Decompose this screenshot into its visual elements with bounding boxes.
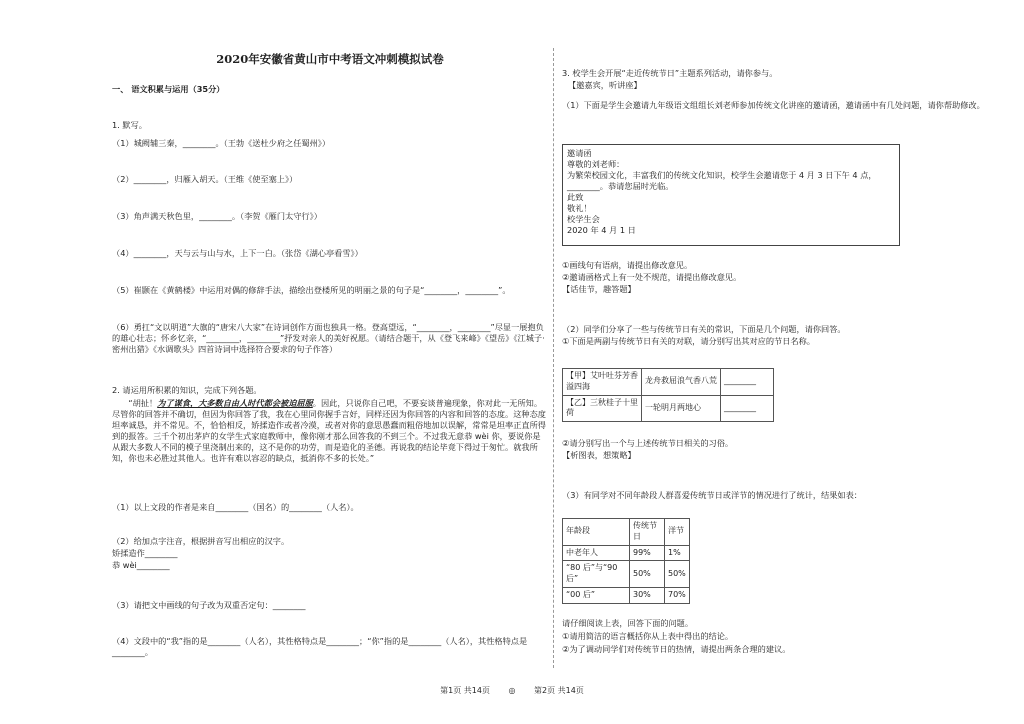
- section1-heading: 一、 语文积累与运用（35分）: [112, 84, 225, 94]
- letter-date: 2020 年 4 月 1 日: [567, 225, 636, 236]
- letter-greeting: 尊敬的刘老师：: [567, 159, 625, 170]
- letter-title: 邀请函: [567, 148, 592, 158]
- q2-sub-2b: 恭 wèi________: [112, 560, 170, 570]
- q1-item-5: （5）崔颢在《黄鹤楼》中运用对偶的修辞手法，描绘出登楼所见的明丽之景的句子是“________，________”。: [112, 285, 511, 295]
- tag-invite: 【邀嘉宾，听讲座】: [568, 80, 642, 90]
- cell-age: “00 后”: [563, 587, 630, 603]
- q2-sub-4: （4）文段中的“我”指的是________（人名），其性格特点是________；“你”指的是________（人名），其性格特点是________。: [112, 636, 528, 658]
- q3-1-task-1: ①画线句有语病，请提出修改意见。: [562, 260, 693, 270]
- q3-intro: 3. 校学生会开展“走近传统节日”主题系列活动，请你参与。: [562, 68, 778, 78]
- q1-label: 1. 默写。: [112, 120, 147, 130]
- cell-western: 70%: [665, 587, 690, 603]
- header-age: 年龄段: [563, 519, 630, 546]
- q2-sub-3: （3）请把文中画线的句子改为双重否定句：________: [112, 600, 306, 610]
- header-western: 洋节: [665, 519, 690, 546]
- cell-age: “80 后”与“90 后”: [563, 561, 630, 588]
- page-footer: [0, 686, 1024, 697]
- q3-3-prompt: （3）有同学对不同年龄段人群喜爱传统节日或洋节的情况进行了统计，结果如表：: [562, 490, 862, 500]
- survey-table: [562, 518, 690, 604]
- cell-traditional: 30%: [630, 587, 665, 603]
- tag-festival: 【话佳节，趣答题】: [562, 284, 636, 294]
- letter-sender: 校学生会: [567, 214, 600, 225]
- couplet-b-first: 【乙】三秋桂子十里荷: [563, 395, 642, 422]
- couplet-a-first: 【甲】艾叶吐芬芳香溢四海: [563, 369, 642, 396]
- q3-3-task-1: ①请用简洁的语言概括你从上表中得出的结论。: [562, 631, 734, 641]
- table-row: [563, 369, 774, 396]
- couplet-table: [562, 368, 774, 422]
- page-number-2: 第2页 共14页: [534, 686, 584, 695]
- footer-separator: ◎: [508, 686, 516, 695]
- header-traditional: 传统节日: [630, 519, 665, 546]
- cell-traditional: 99%: [630, 545, 665, 561]
- q2-sub-1: （1）以上文段的作者是来自________（国名）的________（人名）。: [112, 502, 359, 512]
- couplet-a-answer: ________: [721, 369, 774, 396]
- q3-3-after: 请仔细阅读上表，回答下面的问题。: [562, 618, 694, 628]
- q1-item-4: （4）________，天与云与山与水，上下一白。（张岱《湖心亭看雪》）: [112, 248, 363, 258]
- letter-closing-2: 敬礼！: [567, 203, 592, 214]
- table-row: [563, 545, 690, 561]
- q1-item-1: （1）城阙辅三秦，________。（王勃《送杜少府之任蜀州》）: [112, 138, 331, 148]
- q2-label: 2. 请运用所积累的知识，完成下列各题。: [112, 385, 262, 395]
- q1-item-2: （2）________，归雁入胡天。（王维《使至塞上》）: [112, 174, 298, 184]
- cell-age: 中老年人: [563, 545, 630, 561]
- q2-sub-2a: 矫揉造作________: [112, 548, 178, 558]
- letter-closing-1: 此致: [567, 192, 584, 203]
- cell-western: 1%: [665, 545, 690, 561]
- invitation-letter-box: [562, 144, 900, 246]
- passage-lead: “胡扯！: [128, 398, 158, 408]
- q3-2-task-2: ②请分别写出一个与上述传统节日相关的习俗。: [562, 438, 734, 448]
- table-row: [563, 561, 690, 588]
- q3-3-task-2: ②为了调动同学们对传统节日的热情，请提出两条合理的建议。: [562, 644, 791, 654]
- column-divider: [553, 48, 554, 668]
- table-row: [563, 395, 774, 422]
- exam-title: 2020年安徽省黄山市中考语文冲刺模拟试卷: [216, 52, 444, 66]
- q2-passage: [112, 398, 548, 464]
- q1-item-3: （3）角声满天秋色里，________。（李贺《雁门太守行》）: [112, 211, 322, 221]
- table-row: [563, 587, 690, 603]
- q3-2-task-1: ①下面是两副与传统节日有关的对联，请分别写出其对应的节日名称。: [562, 336, 815, 346]
- page-number-1: 第1页 共14页: [440, 686, 490, 695]
- q3-1-prompt: （1）下面是学生会邀请九年级语文组组长刘老师参加传统文化讲座的邀请函，邀请函中有几处问题，请你帮助修改。: [562, 100, 985, 110]
- q1-item-6: （6）勇扛“文以明道”大旗的“唐宋八大家”在诗词创作方面也独具一格。登高望远，“________，________”尽显一展抱负的雄心壮志；怀乡忆亲，“________，________”抒发对亲人的美好祝愿。（请结合题干，从《登飞来峰》《望岳》《江城子·密州出猎》《水调歌头》四首诗词中选择符合要求的句子作答）: [112, 322, 545, 355]
- passage-underlined-sentence: 为了谋食，大多数自由人时代都会被迫屈服: [157, 398, 313, 408]
- couplet-a-second: 龙舟救屈浪气香八荒: [642, 369, 721, 396]
- q3-1-task-2: ②邀请函格式上有一处不规范，请提出修改意见。: [562, 272, 742, 282]
- table-header-row: [563, 519, 690, 546]
- q2-sub-2: （2）给加点字注音，根据拼音写出相应的汉字。: [112, 536, 290, 546]
- letter-body: 为繁荣校园文化，丰富我们的传统文化知识，校学生会邀请您于 4 月 3 日下午 4 点，________。恭请您届时光临。: [567, 170, 877, 192]
- q3-2-prompt: （2）同学们分享了一些与传统节日有关的常识，下面是几个问题，请你回答。: [562, 324, 846, 334]
- couplet-b-second: 一轮明月两地心: [642, 395, 721, 422]
- couplet-b-answer: ________: [721, 395, 774, 422]
- tag-chart: 【析图表，想策略】: [562, 450, 636, 460]
- cell-western: 50%: [665, 561, 690, 588]
- cell-traditional: 50%: [630, 561, 665, 588]
- passage-rest: 。因此，只说你自己吧，不要妄谈普遍现象，你对此一无所知。尽管你的回答并不确切，但因为你回答了我，我在心里同你握手言好，同样还因为你回答的内容和回答的态度。这种态度坦率诚恳，并不常见。不，恰恰相反，矫揉造作或者冷漠，或者对你的意思愚蠢而粗俗地加以误解，常常是坦率正直所得到的报答。三千个初出茅庐的女学生式家庭教师中，像你刚才那么回答我的不到三个。不过我无意恭 wèi 你，要说你是从跟大多数人不同的模子里浇制出来的，这不是你的功劳，而是造化的圣德。再说我的结论毕竟下得过于匆忙。就我所知，你也未必胜过其他人。也许有难以容忍的缺点，抵消你不多的长处。”: [112, 398, 546, 464]
